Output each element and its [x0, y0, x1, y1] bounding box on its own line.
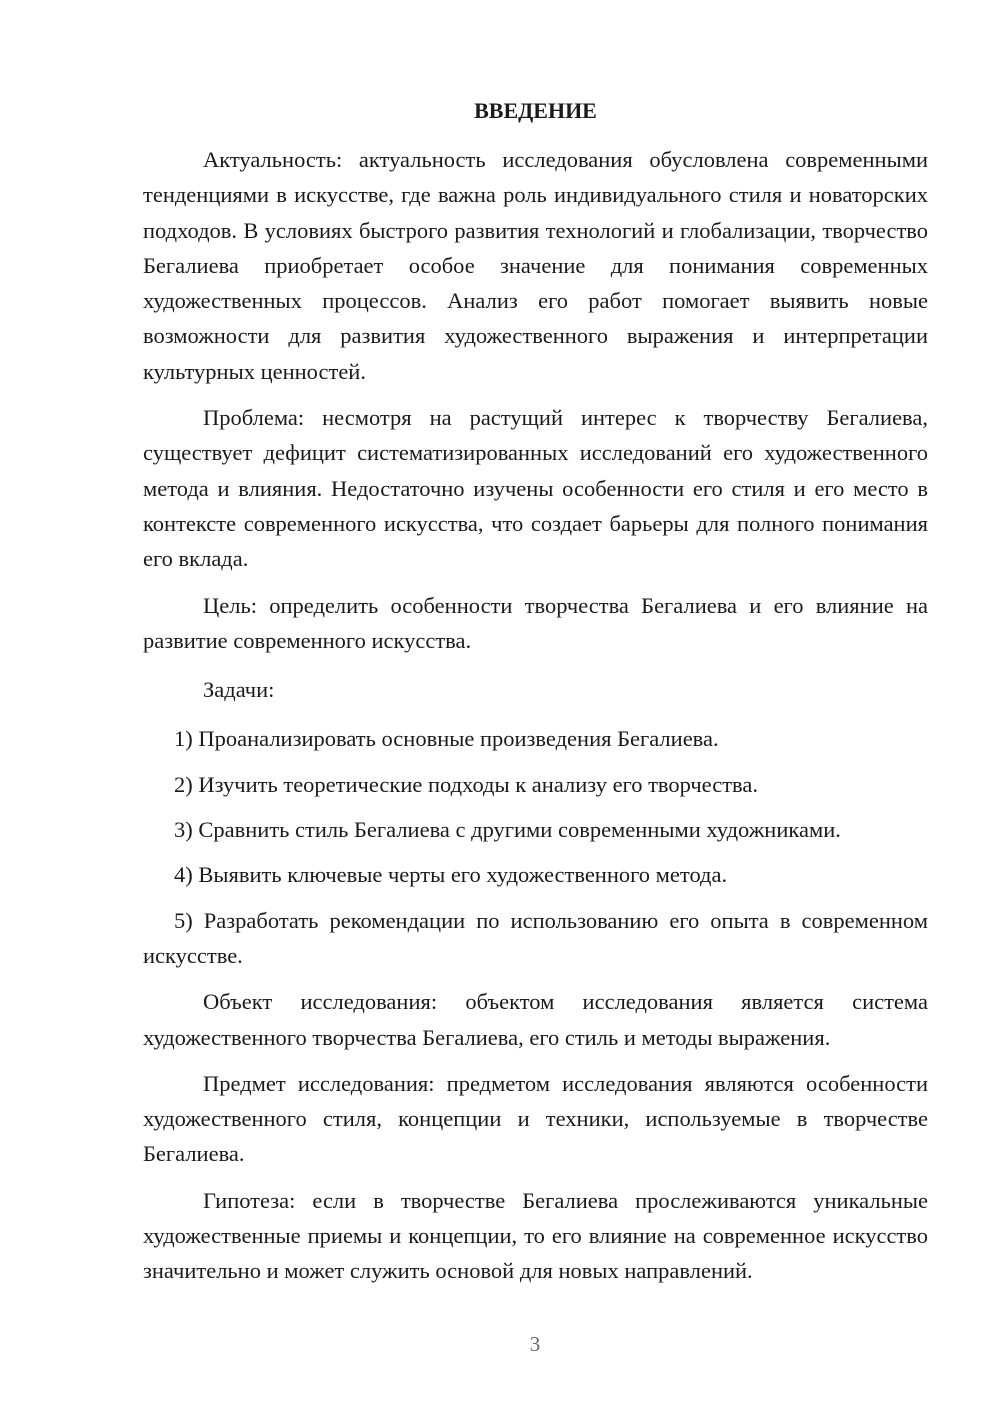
problem-paragraph: Проблема: несмотря на растущий интерес к творчеству Бегалиева, существует дефицит систематизированных исследований его художественного метода и влияния. Недостаточно изучены особенности его стиля и его место в контексте современного искусства, что создает барьеры для полного понимания его вклада. — [143, 405, 928, 572]
section-title: ВВЕДЕНИЕ — [474, 98, 597, 123]
task-item: 2) Изучить теоретические подходы к анализу его творчества. — [174, 771, 758, 797]
goal-paragraph: Цель: определить особенности творчества Бегалиева и его влияние на развитие современного искусства. — [143, 592, 928, 653]
task-item: 1) Проанализировать основные произведения Бегалиева. — [174, 726, 719, 752]
object-paragraph: Объект исследования: объектом исследования является система художественного творчества Бегалиева, его стиль и методы выражения. — [143, 989, 928, 1050]
tasks-heading: Задачи: — [203, 677, 275, 703]
task-item: 3) Сравнить стиль Бегалиева с другими современными художниками. — [174, 817, 841, 843]
page-number: 3 — [529, 1332, 541, 1356]
subject-paragraph: Предмет исследования: предметом исследования являются особенности художественного стиля, концепции и техники, используемые в творчестве Бегалиева. — [143, 1070, 928, 1167]
task-item: 4) Выявить ключевые черты его художественного метода. — [174, 862, 728, 888]
hypothesis-paragraph: Гипотеза: если в творчестве Бегалиева прослеживаются уникальные художественные приемы и концепции, то его влияние на современное искусство значительно и может служить основой для новых направлений. — [143, 1187, 928, 1284]
relevance-paragraph: Актуальность: актуальность исследования обусловлена современными тенденциями в искусстве, где важна роль индивидуального стиля и новаторских подходов. В условиях быстрого развития технологий и глобализации, творчество Бегалиева приобретает особое значение для понимания современных художественных процессов. Анализ его работ помогает выявить новые возможности для развития художественного выражения и интерпретации культурных ценностей. — [143, 147, 928, 384]
task-item: 5) Разработать рекомендации по использованию его опыта в современном искусстве. — [143, 907, 928, 968]
introduction-body — [143, 142, 928, 1289]
